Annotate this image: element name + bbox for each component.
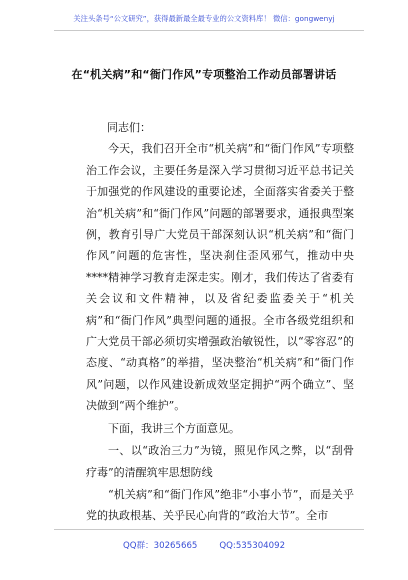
- footer-qq-contact: QQ:535304092: [219, 541, 286, 551]
- paragraph-intro: 今天，我们召开全市“机关病”和“衙门作风”专项整治工作会议，主要任务是深入学习贯彻习近平总书记关于加强党的作风建设的重要论述，全面落实省委关于整治“机关病”和“衙门作风”问题的部署要求，通报典型案例，教育引导广大党员干部深刻认识“机关病”和“衙门作风”问题的危害性，坚决刹住歪风邪气，推动中央****精神学习教育走深走实。刚才，我们传达了省委有关会议和文件精神，以及省纪委监委关于“机关病”和“衙门作风”典型问题的通报。全市各级党组织和广大党员干部必须切实增强政治敏锐性，以“零容忍”的态度、“动真格”的举措，坚决整治“机关病”和“衙门作风”问题，以作风建设新成效坚定拥护“两个确立”、坚决做到“两个维护”。: [86, 142, 354, 413]
- footer-qq-group: QQ群：30265665: [122, 541, 198, 551]
- footer: [0, 539, 408, 551]
- header-divider: [54, 30, 364, 31]
- salutation: 同志们：: [107, 121, 151, 134]
- header-banner: 关注头条号“公文研究”，获得最新最全最专业的公文资料库！ 微信：gongwenyj: [73, 14, 335, 23]
- document-body: [86, 117, 354, 527]
- paragraph-section-1: “机关病”和“衙门作风”绝非“小事小节”，而是关乎党的执政根基、关乎民心向背的“政治大节”。全市: [86, 487, 354, 523]
- footer-divider: [54, 529, 364, 530]
- document-title: 在“机关病”和“衙门作风”专项整治工作动员部署讲话: [71, 68, 337, 81]
- section-heading-1: 一、以“政治三力”为镜，照见作风之弊，以“刮骨疗毒”的清醒筑牢思想防线: [86, 444, 354, 479]
- paragraph-outline: 下面，我讲三个方面意见。: [108, 421, 240, 435]
